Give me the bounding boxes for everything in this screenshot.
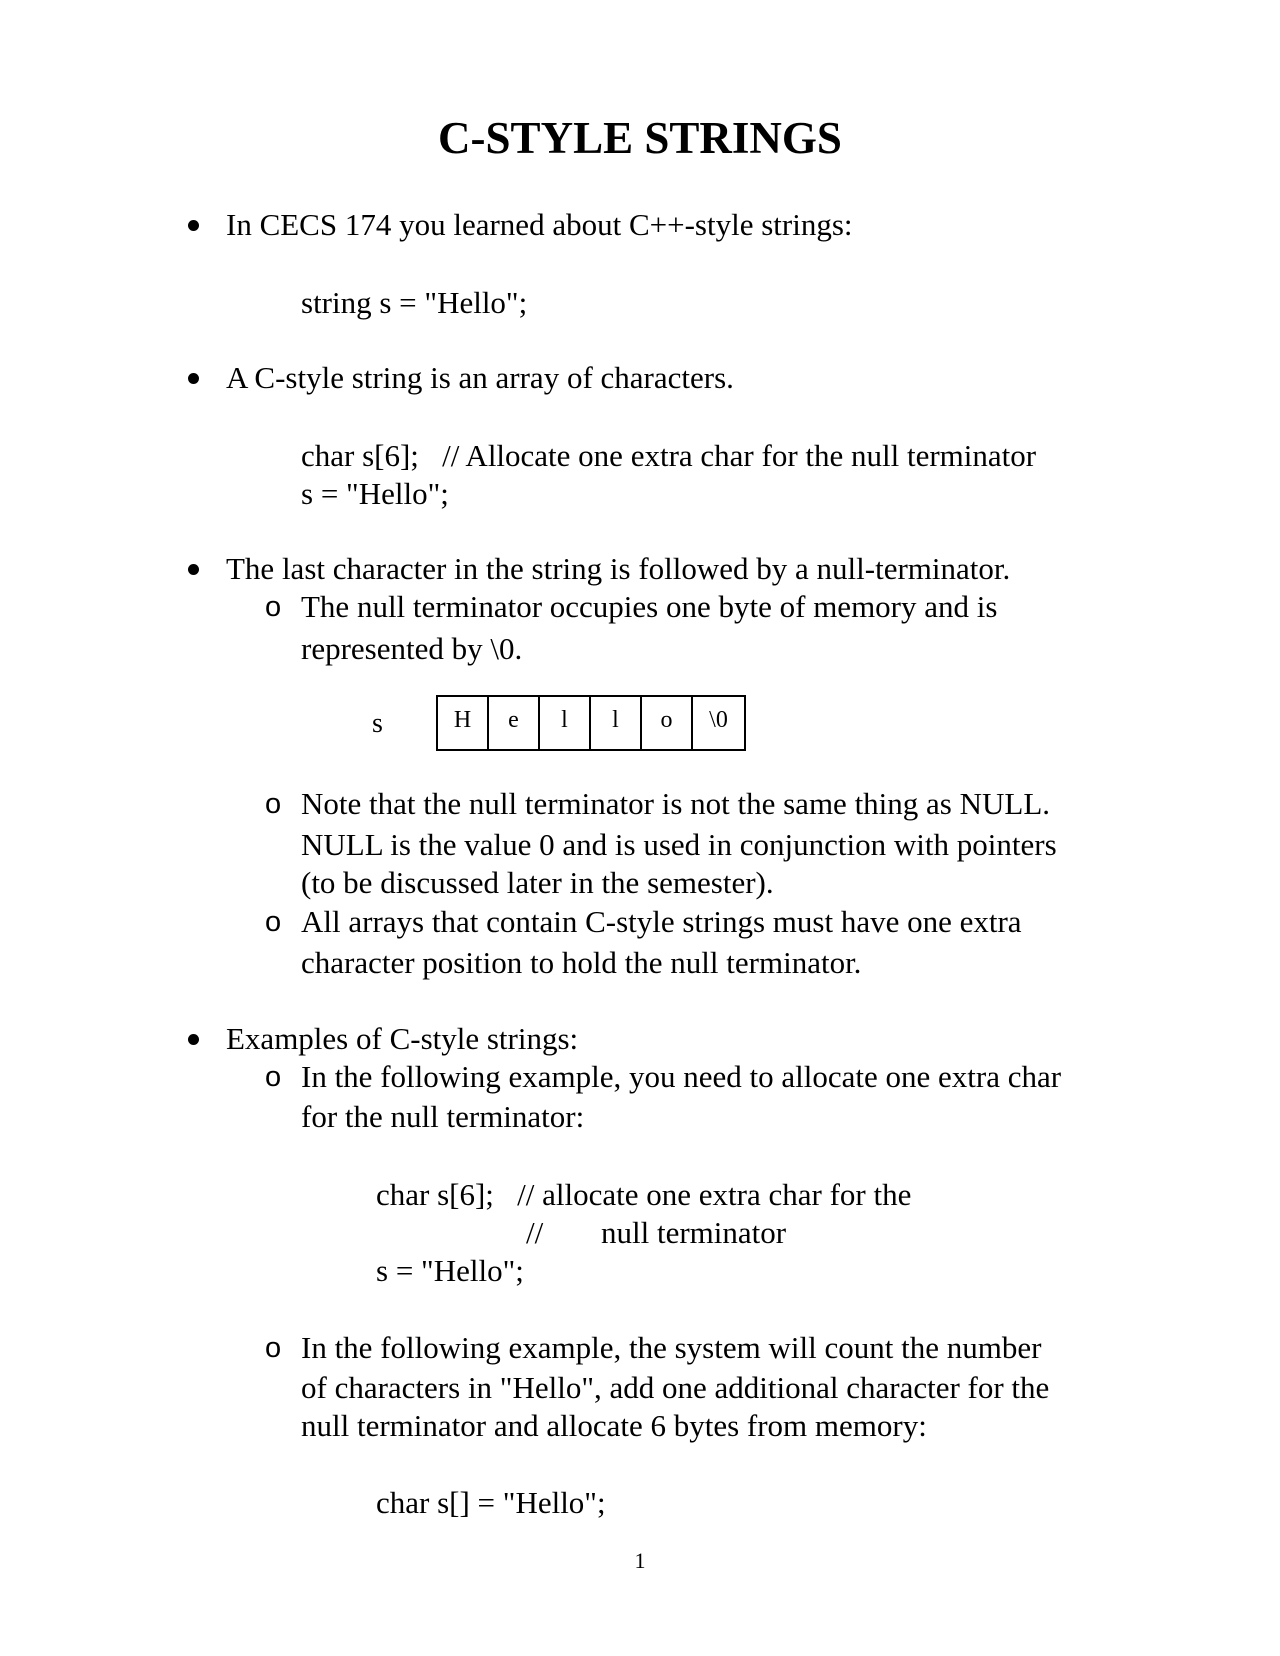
- char-cell: l: [540, 697, 591, 749]
- sub-text-extra-position-line1: All arrays that contain C-style strings must have one extra: [301, 904, 1022, 939]
- sub-text-example2-line2: of characters in "Hello", add one additional character for the: [301, 1370, 1050, 1405]
- code-example1-assign: s = "Hello";: [376, 1253, 524, 1288]
- diagram-variable-label: s: [372, 708, 383, 739]
- sub-bullet-marker: o: [265, 591, 282, 623]
- char-cell: l: [591, 697, 642, 749]
- sub-bullet-marker: o: [265, 1061, 282, 1093]
- char-cell: H: [438, 697, 489, 749]
- sub-text-null-vs-NULL-line3: (to be discussed later in the semester).: [301, 865, 774, 900]
- bullet-marker: [188, 564, 199, 575]
- sub-text-null-vs-NULL-line1: Note that the null terminator is not the same thing as NULL.: [301, 786, 1051, 821]
- sub-text-example2-line1: In the following example, the system will count the number: [301, 1330, 1042, 1365]
- sub-text-example1-line2: for the null terminator:: [301, 1099, 585, 1134]
- bullet-text-examples: Examples of C-style strings:: [226, 1021, 579, 1056]
- sub-text-null-byte-line1: The null terminator occupies one byte of memory and is: [301, 589, 998, 624]
- page-title: C-STYLE STRINGS: [438, 113, 842, 163]
- sub-text-null-byte-line2: represented by \0.: [301, 631, 523, 666]
- char-cell: o: [642, 697, 693, 749]
- code-char-array-decl: char s[6]; // Allocate one extra char for the null terminator: [301, 438, 1037, 473]
- sub-bullet-marker: o: [265, 788, 282, 820]
- char-cell: e: [489, 697, 540, 749]
- sub-text-null-vs-NULL-line2: NULL is the value 0 and is used in conjunction with pointers: [301, 827, 1057, 862]
- code-example1-comment-marker: //: [526, 1215, 544, 1250]
- code-char-array-assign: s = "Hello";: [301, 476, 449, 511]
- sub-bullet-marker: o: [265, 1332, 282, 1364]
- code-example1-comment-text: null terminator: [601, 1215, 787, 1250]
- sub-text-example2-line3: null terminator and allocate 6 bytes from memory:: [301, 1408, 927, 1443]
- code-example1-decl: char s[6]; // allocate one extra char for the: [376, 1177, 912, 1212]
- bullet-text-c-string-array: A C-style string is an array of characters.: [226, 360, 734, 395]
- bullet-marker: [188, 373, 199, 384]
- bullet-marker: [188, 1034, 199, 1045]
- code-example2: char s[] = "Hello";: [376, 1485, 606, 1520]
- page-number: 1: [634, 1548, 646, 1573]
- sub-text-example1-line1: In the following example, you need to allocate one extra char: [301, 1059, 1062, 1094]
- bullet-text-null-terminator: The last character in the string is followed by a null-terminator.: [226, 551, 1011, 586]
- sub-bullet-marker: o: [265, 906, 282, 938]
- code-string-example: string s = "Hello";: [301, 285, 528, 320]
- string-memory-diagram: [436, 695, 746, 751]
- bullet-marker: [188, 220, 199, 231]
- null-terminator-cell: \0: [709, 707, 728, 733]
- bullet-text-cpp-strings: In CECS 174 you learned about C++-style strings:: [226, 207, 853, 242]
- sub-text-extra-position-line2: character position to hold the null terminator.: [301, 945, 862, 980]
